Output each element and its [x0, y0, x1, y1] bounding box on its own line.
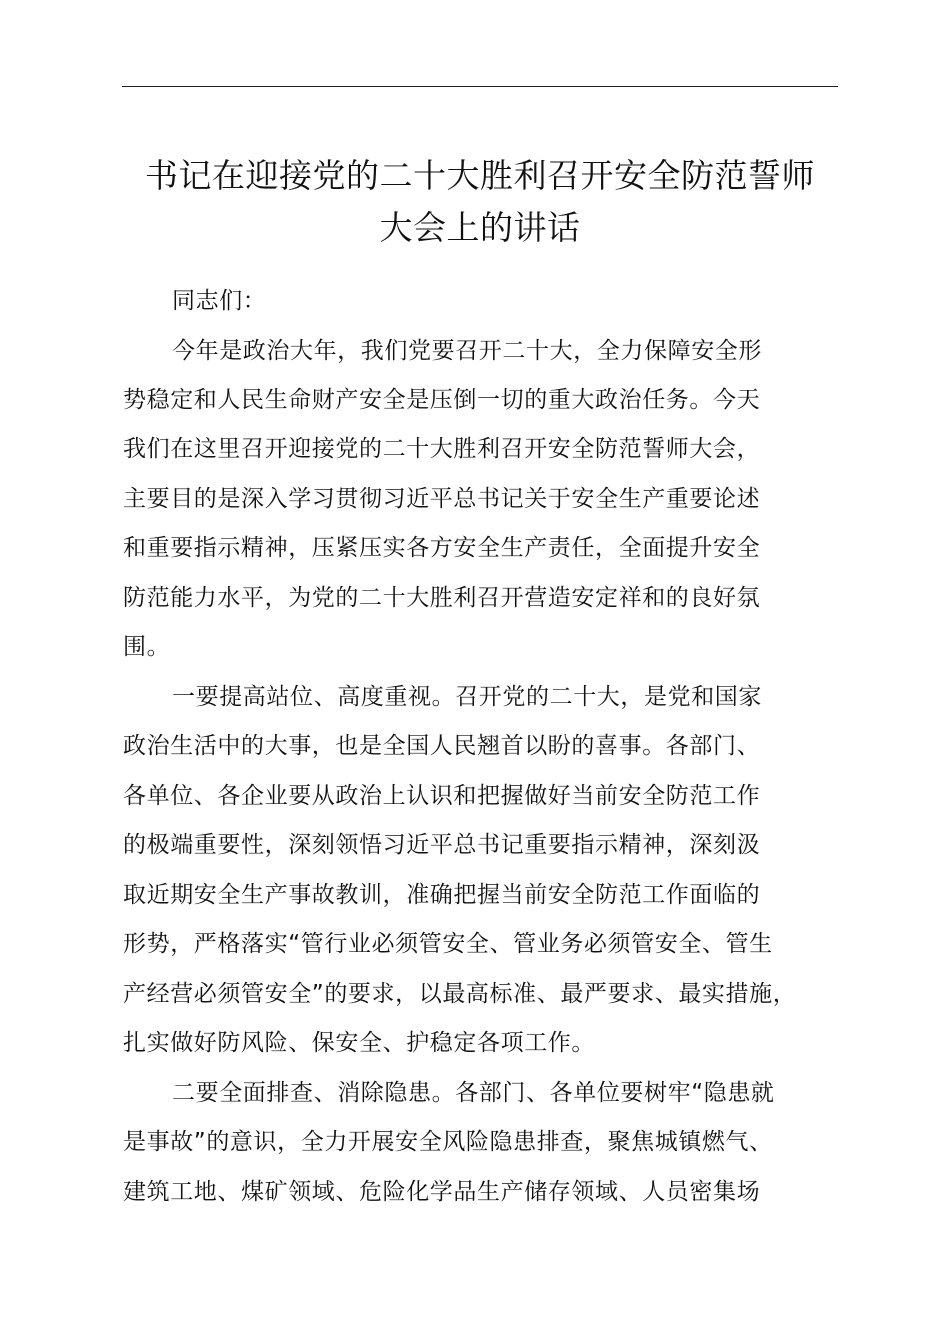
body-line: 和重要指示精神，压紧压实各方安全生产责任，全面提升安全: [123, 535, 761, 561]
body-line: 势稳定和人民生命财产安全是压倒一切的重大政治任务。今天: [123, 387, 761, 413]
body-line: 围。: [123, 634, 171, 660]
body-line: 形势，严格落实“管行业必须管安全、管业务必须管安全、管生: [123, 931, 773, 957]
title-line-1: 书记在迎接党的二十大胜利召开安全防范誓师: [145, 156, 815, 195]
body-line: 的极端重要性，深刻领悟习近平总书记重要指示精神，深刻汲: [123, 832, 761, 858]
header-rule: [122, 86, 838, 87]
title-line-2: 大会上的讲话: [379, 208, 581, 247]
body-line: 政治生活中的大事，也是全国人民翘首以盼的喜事。各部门、: [123, 733, 761, 759]
body-line: 一要提高站位、高度重视。召开党的二十大，是党和国家: [172, 684, 762, 710]
body-line: 扎实做好防风险、保安全、护稳定各项工作。: [123, 1030, 595, 1056]
body-line: 我们在这里召开迎接党的二十大胜利召开安全防范誓师大会，: [123, 436, 761, 462]
document-title: [110, 150, 850, 254]
body-line: 各单位、各企业要从政治上认识和把握做好当前安全防范工作: [123, 783, 761, 809]
body-line: 防范能力水平，为党的二十大胜利召开营造安定祥和的良好氛: [123, 585, 761, 611]
body-line: 取近期安全生产事故教训，准确把握当前安全防范工作面临的: [123, 882, 761, 908]
body-line: 二要全面排查、消除隐患。各部门、各单位要树牢“隐患就: [172, 1080, 775, 1106]
body-line: 建筑工地、煤矿领域、危险化学品生产储存领域、人员密集场: [123, 1179, 761, 1205]
body-line: 产经营必须管安全”的要求，以最高标准、最严要求、最实措施，: [123, 981, 797, 1007]
salutation: 同志们：: [172, 288, 267, 314]
body-line: 是事故”的意识，全力开展安全风险隐患排查，聚焦城镇燃气、: [123, 1129, 773, 1155]
body-line: 主要目的是深入学习贯彻习近平总书记关于安全生产重要论述: [123, 486, 761, 512]
body-line: 今年是政治大年，我们党要召开二十大，全力保障安全形: [172, 338, 762, 364]
